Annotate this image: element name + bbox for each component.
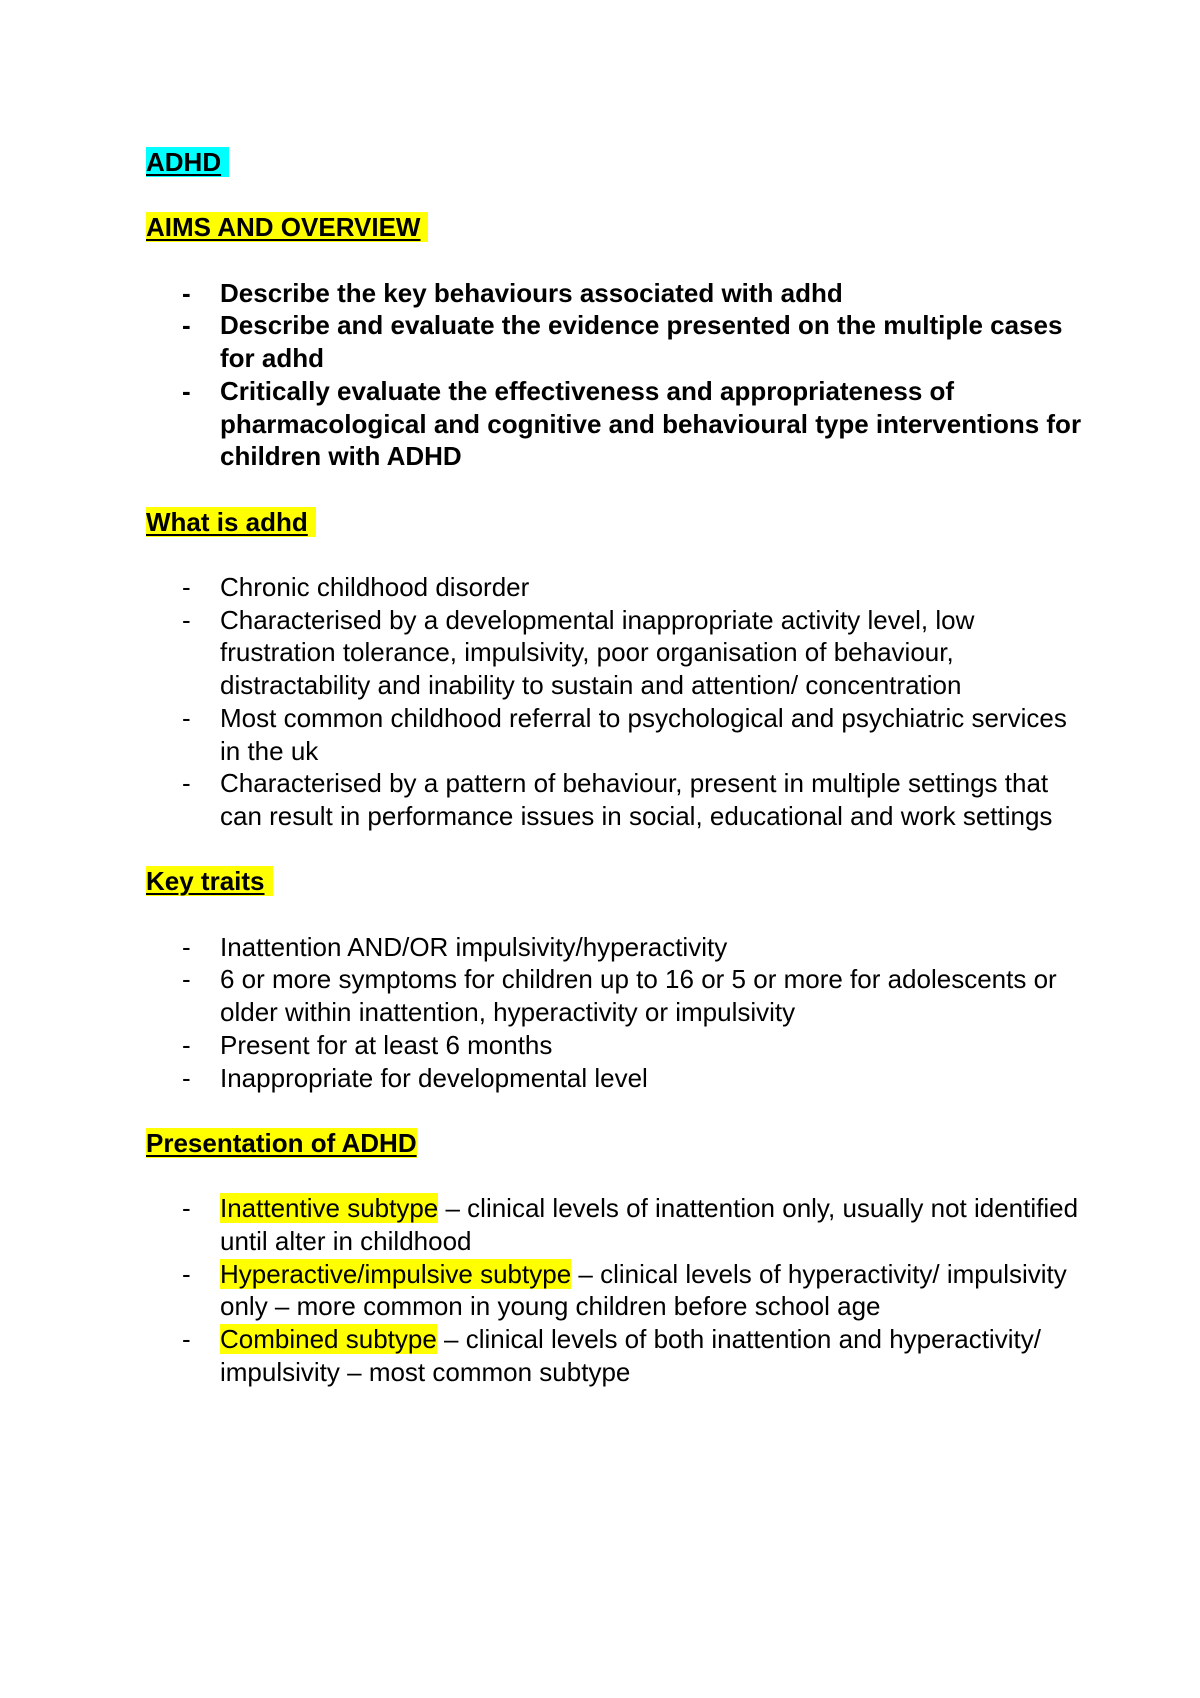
- presentation-list: [146, 1192, 1086, 1388]
- heading-presentation: Presentation of ADHD: [146, 1127, 417, 1158]
- list-item: - Most common childhood referral to psychological and psychiatric services in the uk: [182, 702, 1067, 766]
- document-title: ADHD: [146, 146, 1086, 179]
- list-item: - Critically evaluate the effectiveness and appropriateness of pharmacological and cognitive and behavioural type interventions for children with ADHD: [182, 375, 1082, 472]
- heading-aims-overview: AIMS AND OVERVIEW: [146, 211, 1086, 244]
- subtype-term: Inattentive subtype: [220, 1193, 439, 1224]
- document-page: [146, 146, 1086, 1389]
- list-item: - Characterised by a pattern of behaviour, present in multiple settings that can result in performance issues in social, educational and work settings: [182, 768, 1053, 831]
- list-item: - Present for at least 6 months: [182, 1029, 553, 1060]
- subtype-term: Hyperactive/impulsive subtype: [220, 1258, 572, 1289]
- list-item: - Combined subtype – clinical levels of both inattention and hyperactivity/ impulsivity – most common subtype: [182, 1324, 1041, 1387]
- list-item: - Describe the key behaviours associated with adhd: [182, 277, 843, 308]
- subtype-term: Combined subtype: [220, 1324, 437, 1355]
- list-item: - Characterised by a developmental inappropriate activity level, low frustration tolerance, impulsivity, poor organisation of behaviour, distractability and inability to sustain and attention/ concentration: [182, 604, 975, 701]
- what-is-list: [146, 571, 1086, 833]
- list-item: - 6 or more symptoms for children up to 16 or 5 or more for adolescents or older within inattention, hyperactivity or impulsivity: [182, 964, 1057, 1028]
- key-traits-list: [146, 931, 1086, 1095]
- list-item: - Describe and evaluate the evidence presented on the multiple cases for adhd: [182, 310, 1063, 374]
- list-item: - Inattention AND/OR impulsivity/hyperactivity: [182, 931, 728, 962]
- list-item: - Hyperactive/impulsive subtype – clinical levels of hyperactivity/ impulsivity only – more common in young children before school age: [182, 1258, 1067, 1322]
- list-item: - Inattentive subtype – clinical levels of inattention only, usually not identified until alter in childhood: [182, 1193, 1079, 1256]
- list-item: - Chronic childhood disorder: [182, 572, 530, 603]
- heading-what-is-adhd: What is adhd: [146, 506, 1086, 539]
- aims-list: [146, 277, 1086, 473]
- list-item: - Inappropriate for developmental level: [182, 1062, 648, 1093]
- heading-key-traits: Key traits: [146, 865, 1086, 898]
